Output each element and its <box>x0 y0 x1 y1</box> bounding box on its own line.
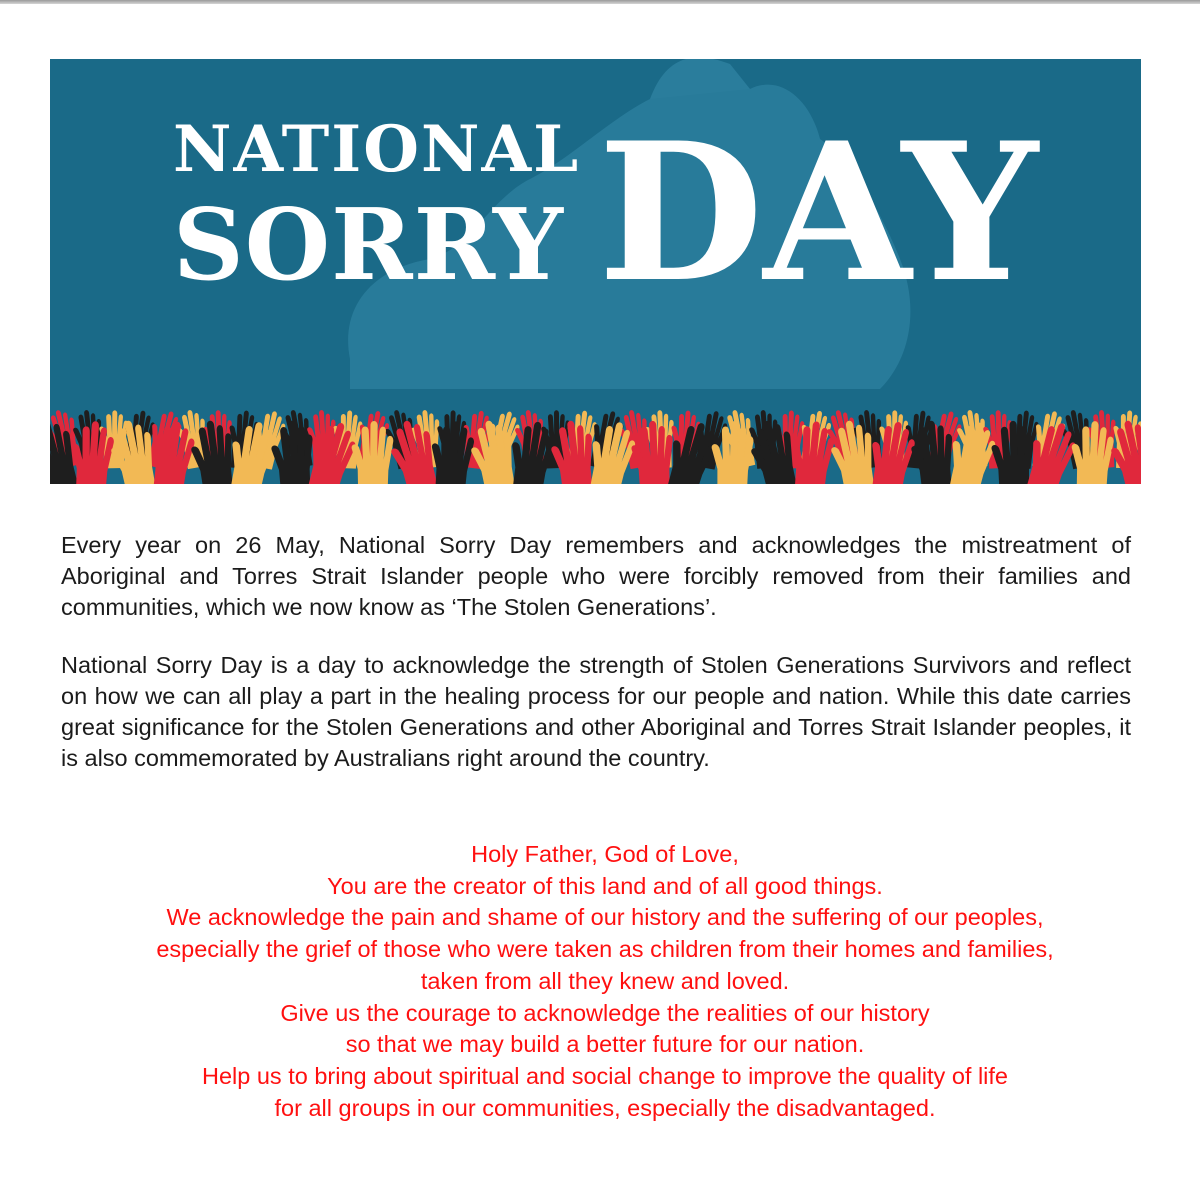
prayer-line: taken from all they knew and loved. <box>420 967 790 994</box>
prayer-line: You are the creator of this land and of all good things. <box>327 872 883 899</box>
prayer-line: Holy Father, God of Love, <box>471 841 739 867</box>
prayer-line: We acknowledge the pain and shame of our history and the suffering of our peoples, <box>166 904 1044 931</box>
banner-title-sorry: SORRY <box>173 188 564 303</box>
intro-paragraph: Every year on 26 May, National Sorry Day remembers and acknowledges the mistreatment of Aboriginal and Torres Strait Islander people who were forcibly removed from their families and communities, which we now know as ‘The Stolen Generations’. <box>61 532 1131 620</box>
prayer-line: for all groups in our communities, especially the disadvantaged. <box>274 1094 936 1121</box>
prayer-line: Give us the courage to acknowledge the realities of our history <box>280 999 930 1026</box>
national-sorry-day-banner <box>50 59 1141 484</box>
prayer-line: Help us to bring about spiritual and social change to improve the quality of life <box>202 1062 1008 1089</box>
page-top-border <box>0 0 1200 4</box>
prayer-block <box>50 839 1160 1124</box>
banner-title-day: DAY <box>598 101 1041 324</box>
significance-paragraph: National Sorry Day is a day to acknowledge the strength of Stolen Generations Survivors and reflect on how we can all play a part in the healing process for our people and nation. While this date carries great significance for the Stolen Generations and other Aboriginal and Torres Strait Islander peoples, it is also commemorated by Australians right around the country. <box>61 652 1131 771</box>
banner-title-national: NATIONAL <box>173 112 581 187</box>
prayer-line: especially the grief of those who were taken as children from their homes and families, <box>156 936 1054 963</box>
prayer-line: so that we may build a better future for our nation. <box>345 1031 865 1058</box>
